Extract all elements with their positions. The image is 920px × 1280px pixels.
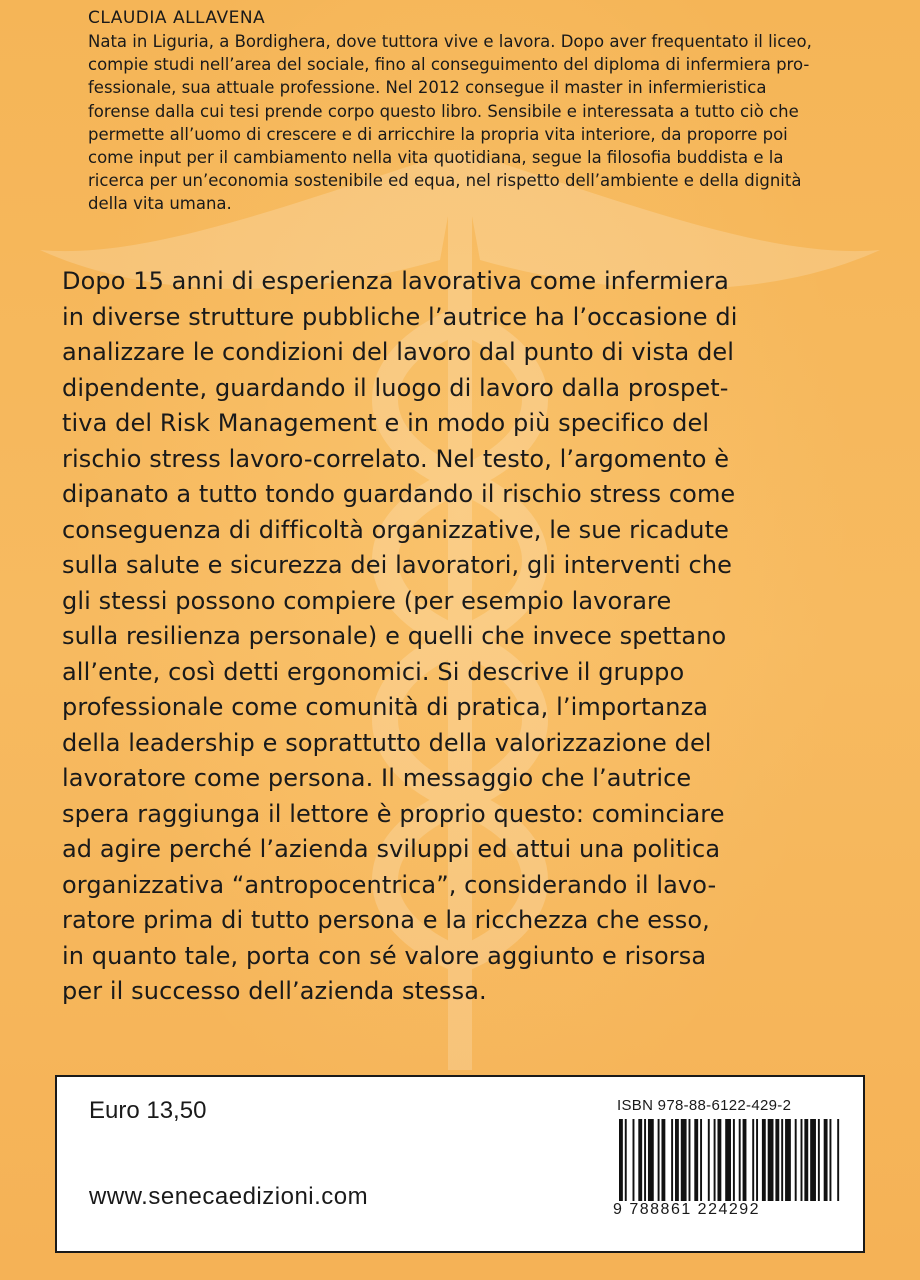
barcode-bar	[725, 1119, 731, 1201]
barcode-bar	[824, 1119, 828, 1201]
blurb-line: dipanato a tutto tondo guardando il rischio stress come	[62, 480, 736, 508]
barcode-bar	[795, 1119, 797, 1201]
bio-line: permette all’uomo di crescere e di arricchire la propria vita interiore, da proporre poi	[88, 124, 788, 144]
blurb-line: per il successo dell’azienda stessa.	[62, 977, 487, 1005]
barcode-bar	[762, 1119, 766, 1201]
barcode-bar	[689, 1119, 691, 1201]
blurb-line: Dopo 15 anni di esperienza lavorativa come infermiera	[62, 267, 729, 295]
barcode-bar	[775, 1119, 779, 1201]
blurb-line: dipendente, guardando il luogo di lavoro dalla prospet-	[62, 373, 729, 402]
author-section	[88, 6, 878, 216]
barcode-bar	[804, 1119, 808, 1201]
barcode-bar	[681, 1119, 687, 1201]
bio-line: come input per il cambiamento nella vita quotidiana, segue la filosofia buddista e la	[88, 148, 784, 168]
barcode-bar	[733, 1119, 735, 1201]
barcode-bar	[694, 1119, 698, 1201]
barcode-bar	[801, 1119, 803, 1201]
blurb-line: ad agire perché l’azienda sviluppi ed attui una politica	[62, 835, 721, 863]
author-bio	[88, 30, 878, 216]
blurb-line: professionale come comunità di pratica, l’importanza	[62, 693, 709, 721]
barcode-bar	[818, 1119, 820, 1201]
barcode-bar	[714, 1119, 716, 1201]
barcode-icon	[619, 1119, 843, 1201]
barcode-bar	[752, 1119, 754, 1201]
barcode-bar	[638, 1119, 642, 1201]
barcode-bar	[619, 1119, 623, 1201]
blurb-line: in quanto tale, porta con sé valore aggiunto e risorsa	[62, 941, 707, 970]
barcode-bar	[648, 1119, 654, 1201]
barcode-bar	[739, 1119, 741, 1201]
bio-line: della vita umana.	[88, 194, 232, 214]
blurb-line: sulla salute e sicurezza dei lavoratori, gli interventi che	[62, 551, 732, 579]
blurb-line: lavoratore come persona. Il messaggio che l’autrice	[62, 764, 692, 792]
blurb-line: gli stessi possono compiere (per esempio lavorare	[62, 586, 672, 615]
isbn-label: ISBN 978-88-6122-429-2	[617, 1097, 792, 1114]
blurb-line: della leadership e soprattutto della valorizzazione del	[62, 728, 712, 757]
blurb-line: ratore prima di tutto persona e la ricchezza che esso,	[62, 906, 710, 934]
book-blurb	[62, 264, 868, 1010]
barcode-bar	[661, 1119, 665, 1201]
barcode-bar	[781, 1119, 783, 1201]
blurb-line: spera raggiunga il lettore è proprio questo: cominciare	[62, 799, 725, 828]
bio-line: compie studi nell’area del sociale, fino al conseguimento del diploma di infermiera pro-	[88, 55, 810, 75]
barcode-bar	[671, 1119, 673, 1201]
blurb-line: tiva del Risk Management e in modo più specifico del	[62, 409, 710, 437]
barcode-bar	[743, 1119, 747, 1201]
barcode-bar	[708, 1119, 710, 1201]
barcode-bar	[675, 1119, 679, 1201]
author-name: CLAUDIA ALLAVENA	[88, 8, 266, 28]
blurb-line: in diverse strutture pubbliche l’autrice ha l’occasione di	[62, 302, 738, 331]
price-isbn-box	[55, 1075, 865, 1253]
barcode-bar	[768, 1119, 774, 1201]
barcode-bar	[810, 1119, 816, 1201]
price-label: Euro 13,50	[89, 1097, 207, 1124]
barcode-bar	[658, 1119, 660, 1201]
publisher-website: www.senecaedizioni.com	[89, 1183, 369, 1210]
blurb-line: sulla resilienza personale) e quelli che invece spettano	[62, 622, 727, 650]
barcode-bar	[829, 1119, 831, 1201]
blurb-line: rischio stress lavoro-correlato. Nel testo, l’argomento è	[62, 444, 730, 473]
barcode-bar	[700, 1119, 702, 1201]
blurb-line: organizzativa “antropocentrica”, considerando il lavo-	[62, 870, 717, 899]
bio-line: Nata in Liguria, a Bordighera, dove tuttora vive e lavora. Dopo aver frequentato il liceo,	[88, 32, 812, 51]
bio-line: fessionale, sua attuale professione. Nel 2012 consegue il master in infermieristica	[88, 78, 767, 98]
barcode-bar	[756, 1119, 758, 1201]
bio-line: forense dalla cui tesi prende corpo questo libro. Sensibile e interessata a tutto ciò che	[88, 101, 799, 121]
barcode-digits: 9 788861 224292	[613, 1201, 761, 1218]
blurb-line: analizzare le condizioni del lavoro dal punto di vista del	[62, 338, 735, 366]
barcode-bar	[625, 1119, 627, 1201]
barcode-bar	[717, 1119, 721, 1201]
bio-line: ricerca per un’economia sostenibile ed equa, nel rispetto dell’ambiente e della dignità	[88, 171, 802, 191]
barcode-bar	[633, 1119, 635, 1201]
blurb-line: conseguenza di difficoltà organizzative, le sue ricadute	[62, 515, 729, 544]
barcode-bar	[837, 1119, 839, 1201]
blurb-line: all’ente, così detti ergonomici. Si descrive il gruppo	[62, 657, 685, 686]
barcode-bar	[785, 1119, 791, 1201]
barcode-bar	[644, 1119, 646, 1201]
